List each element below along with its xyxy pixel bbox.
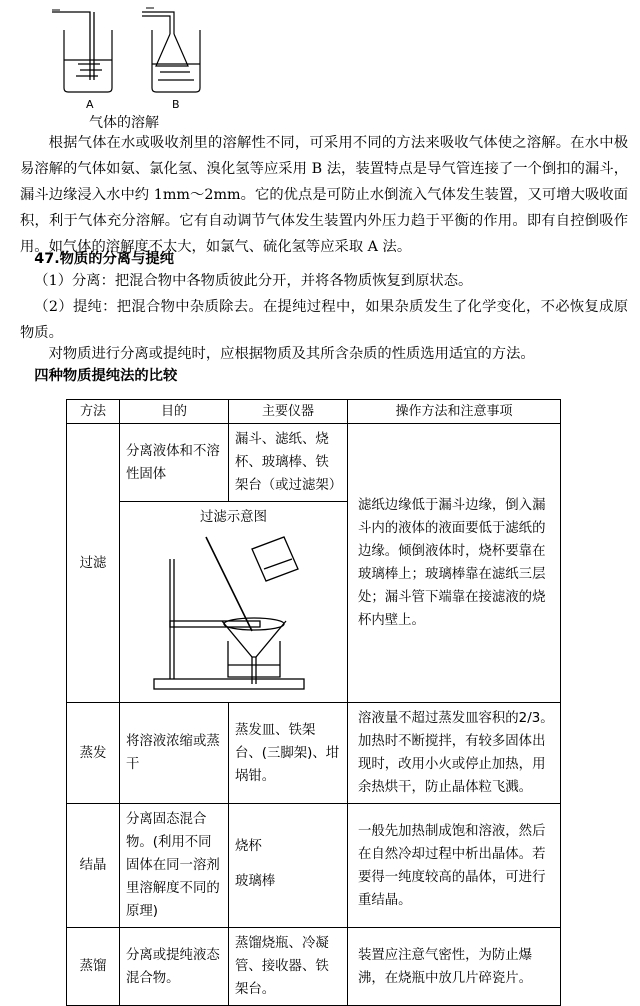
instruments-filtration: 漏斗、滤纸、烧杯、玻璃棒、铁架台（或过滤架） bbox=[235, 432, 343, 493]
notes-distillation: 装置应注意气密性，为防止爆沸，在烧瓶中放几片碎瓷片。 bbox=[358, 947, 533, 986]
instruments-evaporation: 蒸发皿、铁架台、(三脚架)、坩埚钳。 bbox=[235, 722, 340, 784]
method-distillation: 蒸馏 bbox=[67, 928, 120, 1006]
instrument-glass-rod: 玻璃棒 bbox=[235, 873, 276, 889]
instruments-distillation: 蒸馏烧瓶、冷凝管、接收器、铁架台。 bbox=[235, 936, 329, 997]
method-evaporation: 蒸发 bbox=[67, 703, 120, 804]
notes-crystallization: 一般先加热制成饱和溶液，然后在自然冷却过程中析出晶体。若要得一纯度较高的晶体，可进行重结晶。 bbox=[358, 823, 546, 908]
table-row-crystallization bbox=[67, 804, 561, 928]
table-row-evaporation bbox=[67, 703, 561, 804]
paragraph-purification: （2）提纯：把混合物中杂质除去。在提纯过程中，如果杂质发生了化学变化，不必恢复成原物质。 bbox=[20, 299, 628, 341]
table-header-row bbox=[67, 400, 561, 424]
section-heading-47: 47.物质的分离与提纯 bbox=[34, 251, 174, 267]
header-notes: 操作方法和注意事项 bbox=[348, 400, 561, 424]
table-row-distillation bbox=[67, 928, 561, 1006]
purpose-crystallization: 分离固态混合物。(利用不同固体在同一溶剂里溶解度不同的原理) bbox=[126, 812, 220, 919]
label-b: B bbox=[172, 98, 180, 111]
purification-methods-table bbox=[66, 399, 561, 1006]
method-filtration: 过滤 bbox=[67, 424, 120, 703]
instrument-beaker: 烧杯 bbox=[235, 838, 262, 854]
notes-evaporation: 溶液量不超过蒸发皿容积的2/3。加热时不断搅拌，有较多固体出现时，改用小火或停止加热，用余热烘干，防止晶体粒飞溅。 bbox=[358, 711, 554, 795]
notes-filtration: 滤纸边缘低于漏斗边缘，倒入漏斗内的液体的液面要低于滤纸的边缘。倾倒液体时，烧杯要靠在玻璃棒上；玻璃棒靠在滤纸三层处；漏斗管下端靠在接滤液的烧杯内壁上。 bbox=[358, 498, 546, 628]
header-method: 方法 bbox=[67, 400, 120, 424]
beaker-a-outline bbox=[64, 30, 112, 92]
purpose-filtration: 分离液体和不溶性固体 bbox=[126, 443, 220, 482]
filtration-apparatus-figure bbox=[134, 529, 334, 694]
method-crystallization: 结晶 bbox=[67, 804, 120, 928]
filtration-diagram-caption: 过滤示意图 bbox=[200, 510, 267, 525]
gas-dissolution-figure bbox=[50, 0, 210, 122]
figure-caption: 气体的溶解 bbox=[89, 115, 159, 131]
paragraph-method-choice: 对物质进行分离或提纯时，应根据物质及其所含杂质的性质选用适宜的方法。 bbox=[48, 346, 535, 362]
purpose-distillation: 分离或提纯液态混合物。 bbox=[126, 947, 220, 986]
header-purpose: 目的 bbox=[120, 400, 229, 424]
table-heading: 四种物质提纯法的比较 bbox=[34, 368, 178, 384]
filtration-diagram-cell bbox=[120, 502, 348, 703]
header-instruments: 主要仪器 bbox=[229, 400, 348, 424]
purpose-evaporation: 将溶液浓缩或蒸干 bbox=[126, 734, 220, 772]
label-a: A bbox=[86, 98, 94, 111]
table-row-filtration bbox=[67, 424, 561, 502]
paragraph-separation: （1）分离：把混合物中各物质彼此分开，并将各物质恢复到原状态。 bbox=[34, 273, 473, 289]
paragraph-gas-absorption: 根据气体在水或吸收剂里的溶解性不同，可采用不同的方法来吸收气体使之溶解。在水中极易溶解的气体如氨、氯化氢、溴化氢等应采用 B 法，装置特点是导气管连接了一个倒扣的漏斗，漏斗边缘浸入水中约 1mm～2mm。它的优点是可防止水倒流入气体发生装置，又可增大吸收面积，利于气体充分溶解。它有自动调节气体发生装置内外压力趋于平衡的作用。即有自控倒吸作用。如气体的溶解度不太大，如氯气、硫化氢等应采取 A 法。 bbox=[20, 135, 628, 255]
